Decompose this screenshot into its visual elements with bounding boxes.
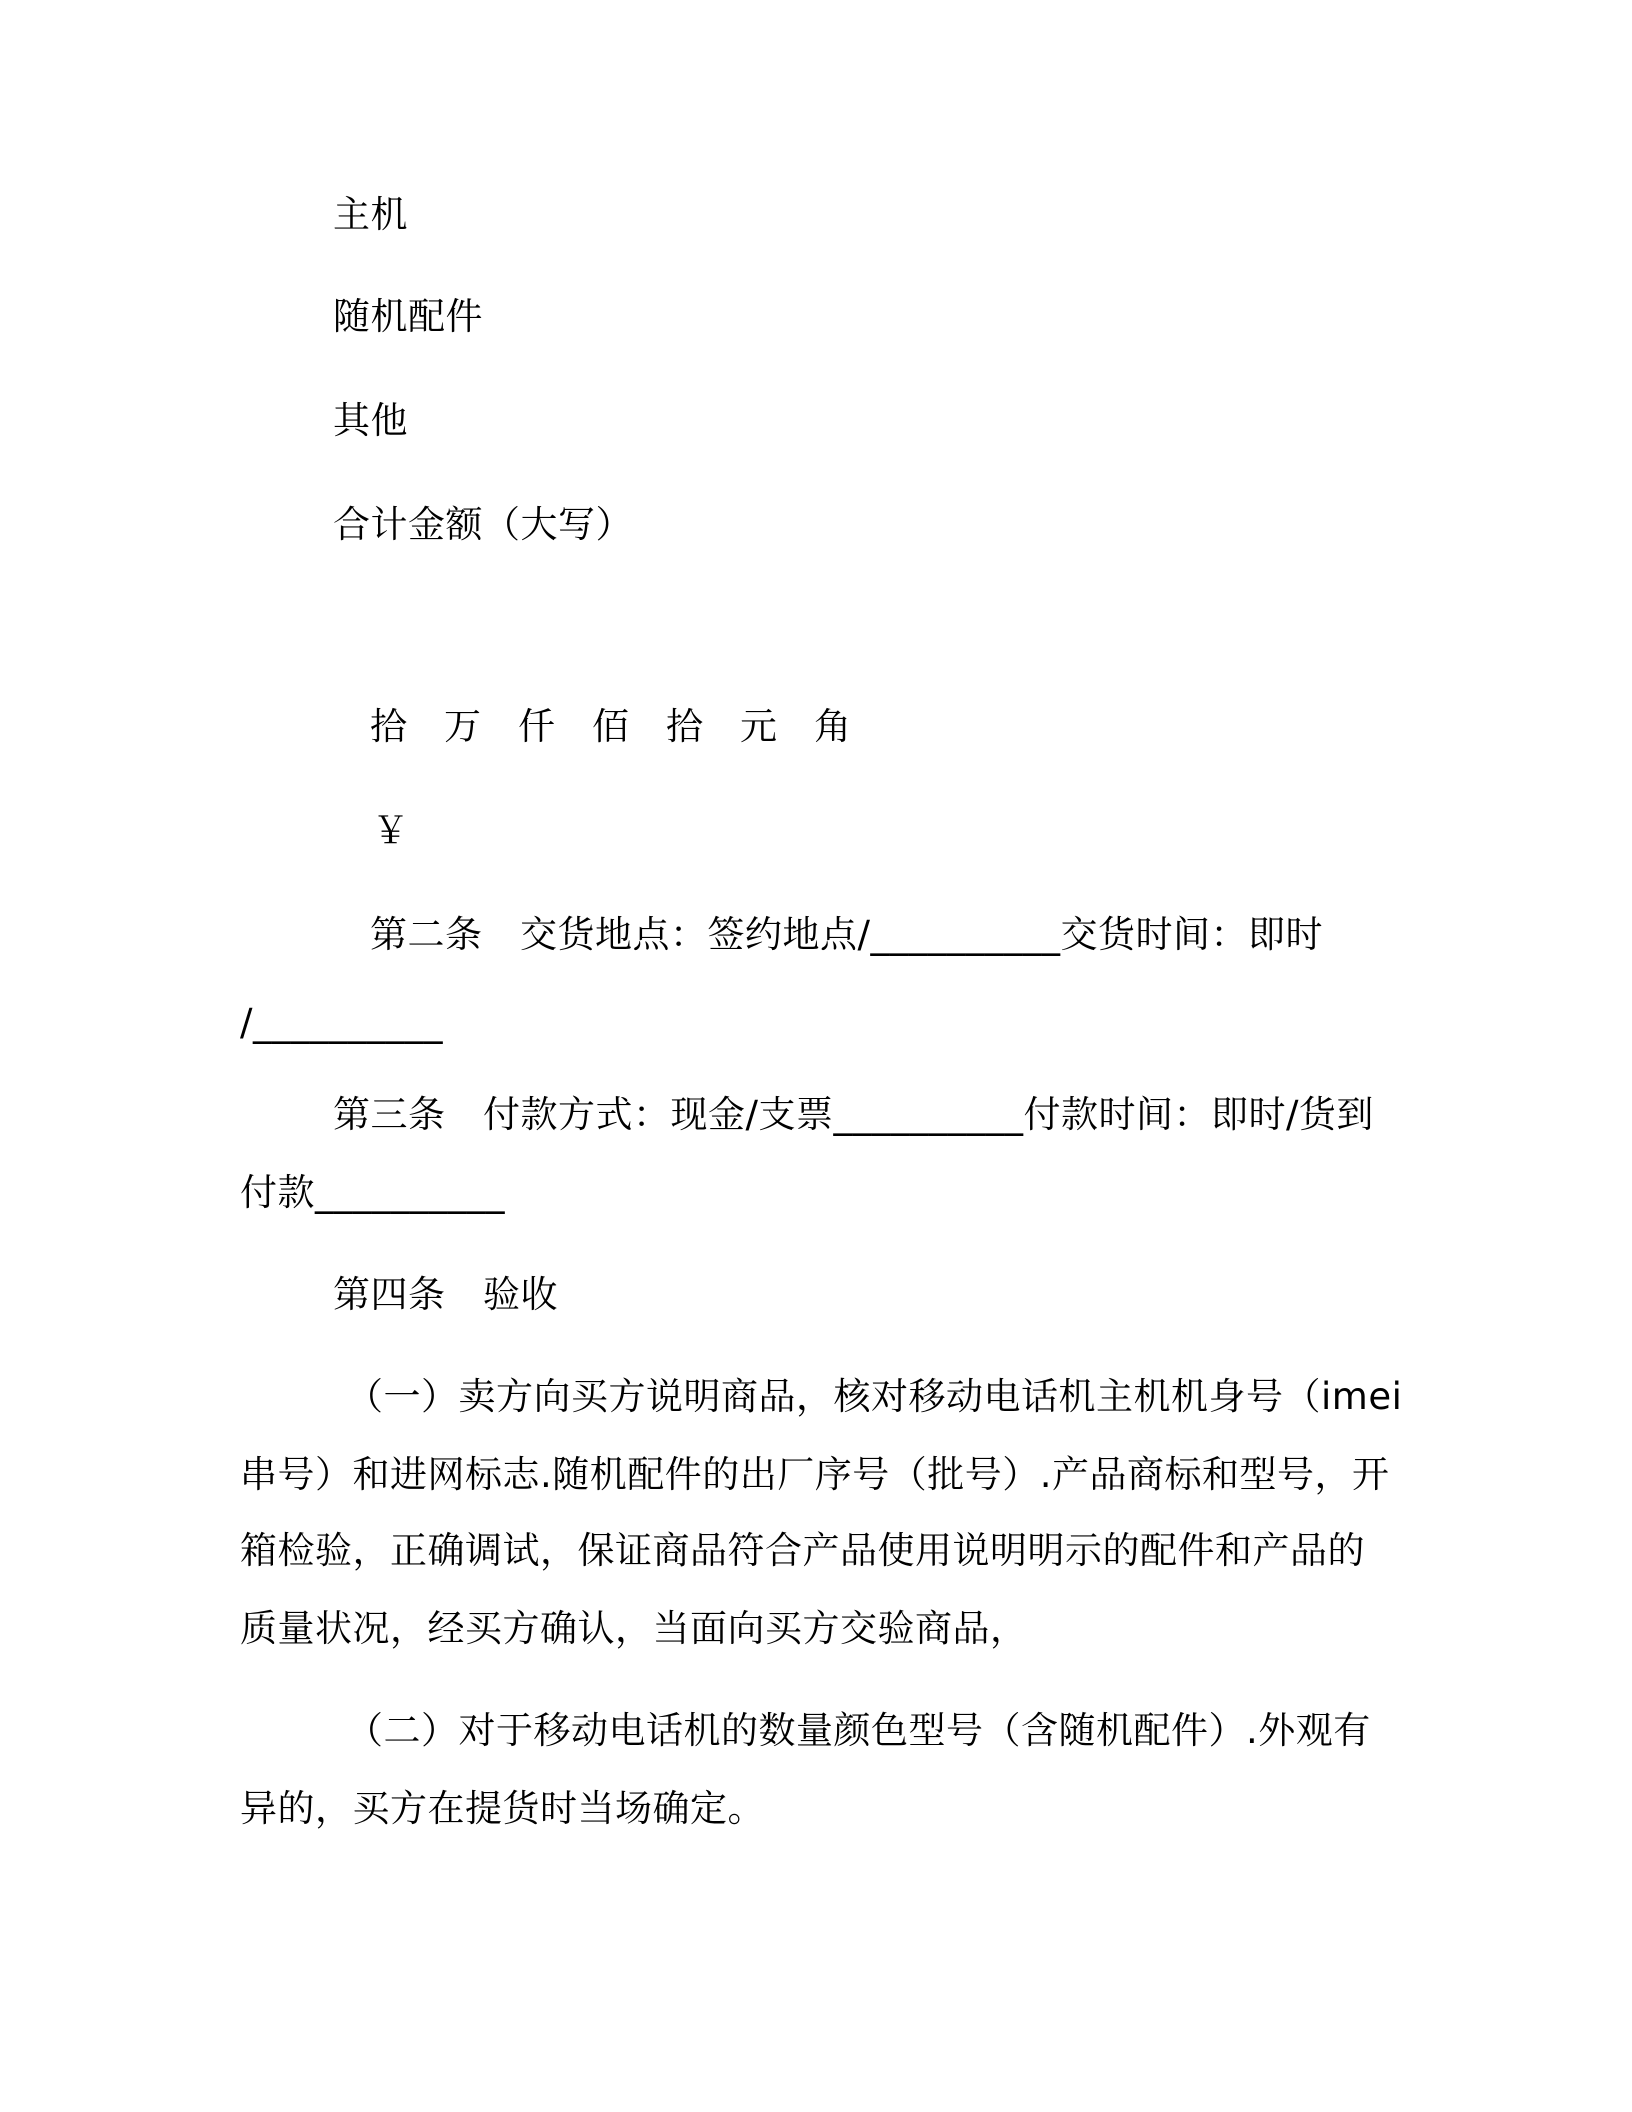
article-2-line-2: /__________	[240, 1001, 443, 1044]
total-amount-label: 合计金额（大写）	[333, 503, 633, 546]
article-4-para-1-line-4: 质量状况，经买方确认，当面向买方交验商品，	[240, 1607, 1028, 1650]
article-4-para-2-line-1: （二）对于移动电话机的数量颜色型号（含随机配件）.外观有	[346, 1709, 1371, 1752]
amount-unit: 拾	[370, 705, 408, 748]
article-4-para-1-line-3: 箱检验，正确调试，保证商品符合产品使用说明明示的配件和产品的	[240, 1529, 1365, 1572]
amount-unit: 万	[444, 705, 482, 748]
amount-unit: 仟	[518, 705, 556, 748]
amount-unit: 角	[814, 705, 852, 748]
item-accessories: 随机配件	[333, 295, 483, 338]
article-4-title: 第四条 验收	[333, 1273, 558, 1316]
amount-unit: 佰	[592, 705, 630, 748]
article-4-para-1-line-2: 串号）和进网标志.随机配件的出厂序号（批号）.产品商标和型号，开	[240, 1453, 1390, 1496]
article-4-para-1-line-1: （一）卖方向买方说明商品，核对移动电话机主机机身号（imei	[346, 1375, 1403, 1418]
currency-symbol: ￥	[372, 809, 410, 852]
amount-units-row	[370, 702, 888, 752]
item-host: 主机	[333, 193, 408, 236]
article-3-line-2: 付款__________	[240, 1171, 505, 1214]
article-2-line-1: 第二条 交货地点：签约地点/__________交货时间：即时	[370, 913, 1323, 956]
item-other: 其他	[333, 399, 408, 442]
article-4-para-2-line-2: 异的，买方在提货时当场确定。	[240, 1787, 765, 1830]
amount-unit: 拾	[666, 705, 704, 748]
amount-unit: 元	[740, 705, 778, 748]
article-3-line-1: 第三条 付款方式：现金/支票__________付款时间：即时/货到	[333, 1093, 1374, 1136]
